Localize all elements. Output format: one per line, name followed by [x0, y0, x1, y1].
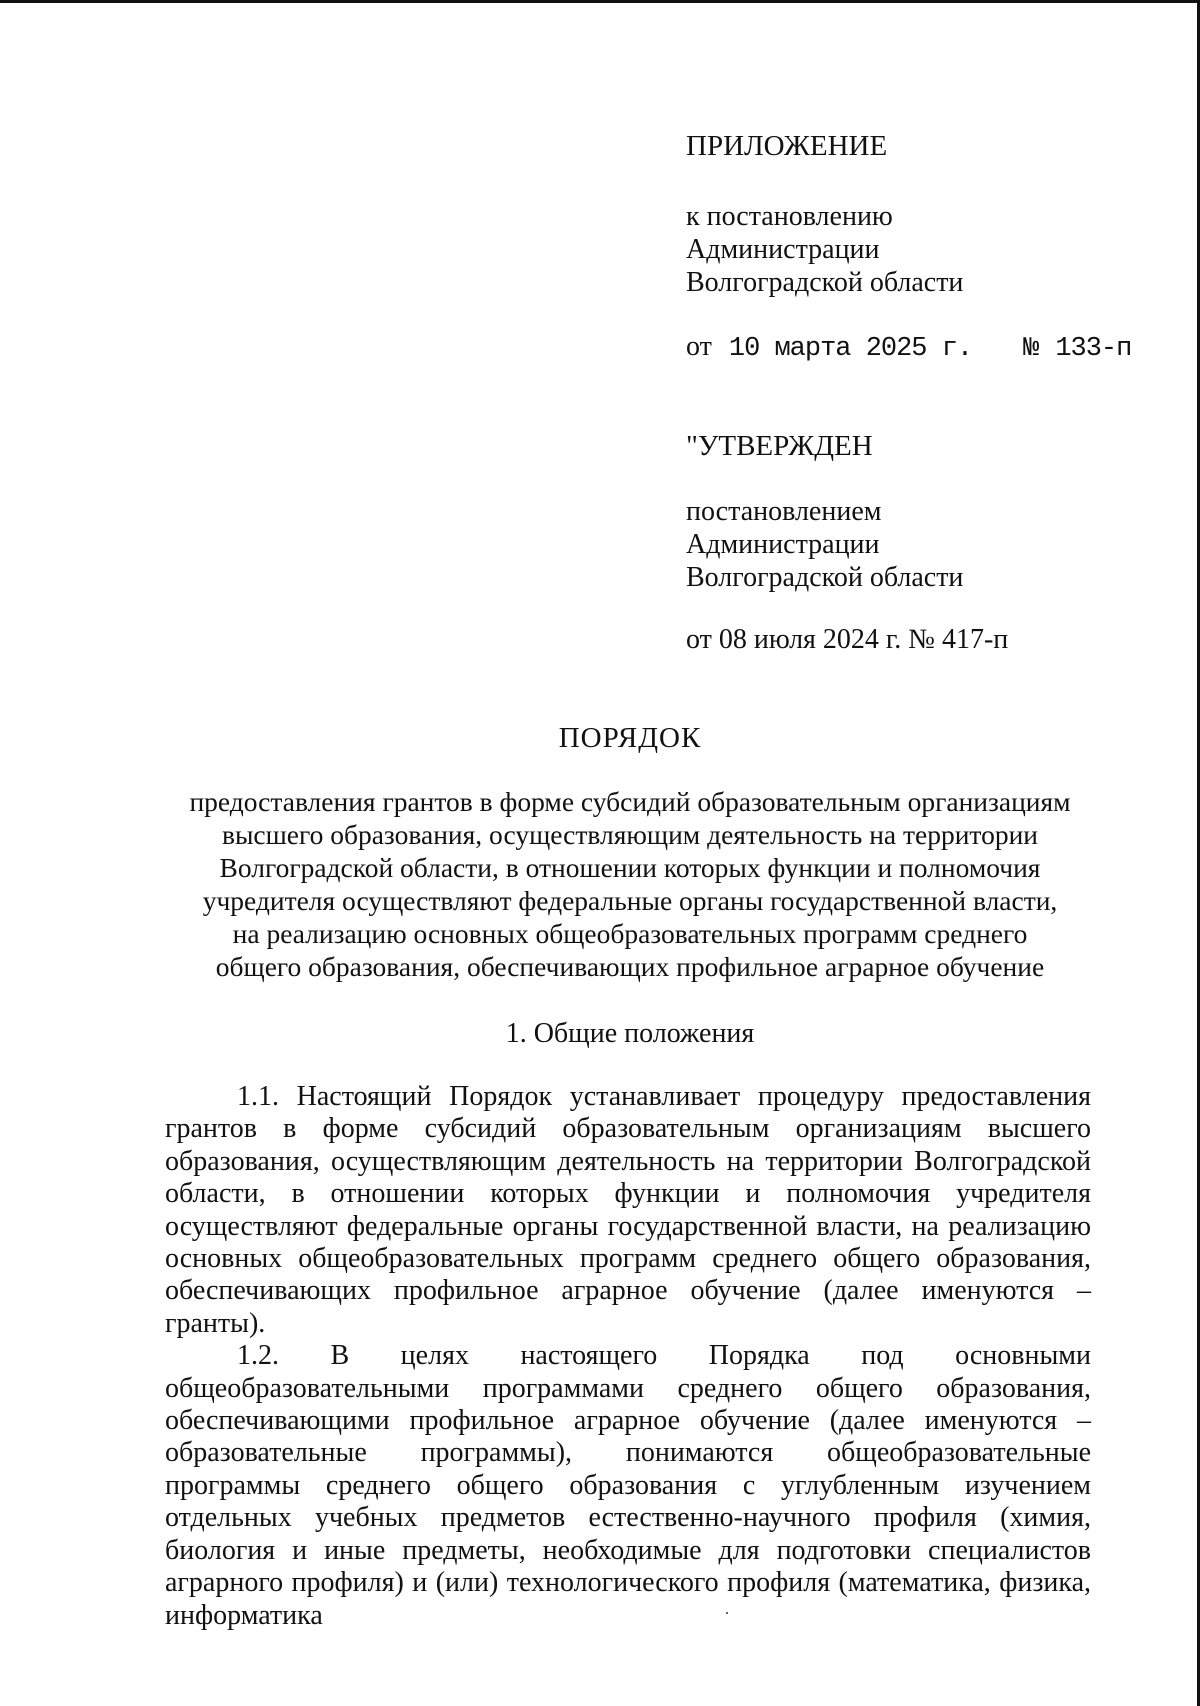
- approval-reference-line: постановлением: [686, 496, 882, 527]
- paragraph: 1.2. В целях настоящего Порядка под основными общеобразовательными программами среднего общего образования, обеспечивающими профильное аграрное обучение (далее именуются – образовательные программы), понимаются общеобразовательные программы среднего общего образования с углубленным изучением отдельных учебных предметов естественно-научного профиля (химия, биология и иные предметы, необходимые для подготовки специалистов аграрного профиля) и (или) технологического профиля (математика, физика, информатика: [165, 1340, 1091, 1631]
- scan-border-top: [0, 0, 1200, 3]
- date-prefix: от: [686, 331, 712, 362]
- appendix-reference-line: Администрации: [686, 234, 880, 265]
- approval-reference-line: Волгоградской области: [686, 562, 964, 593]
- document-body: [165, 1081, 1091, 1632]
- approval-reference-line: Администрации: [686, 529, 880, 560]
- subtitle-line: высшего образования, осуществляющим деятельность на территории: [221, 819, 1039, 850]
- subtitle-line: учредителя осуществляют федеральные органы государственной власти,: [202, 885, 1058, 916]
- document-title: ПОРЯДОК: [558, 722, 702, 754]
- approval-title: "УТВЕРЖДЕН: [686, 430, 873, 462]
- paragraph: 1.1. Настоящий Порядок устанавливает процедуру предоставления грантов в форме субсидий образовательным организациям высшего образования, осуществляющим деятельность на территории Волгоградской области, в отношении которых функции и полномочия учредителя осуществляют федеральные органы государственной власти, на реализацию основных общеобразовательных программ среднего общего образования, обеспечивающих профильное аграрное обучение (далее именуются – гранты).: [165, 1081, 1091, 1339]
- subtitle-line: общего образования, обеспечивающих профильное аграрное обучение: [215, 951, 1045, 982]
- appendix-reference: [686, 200, 963, 299]
- number-value: 133-п: [1055, 334, 1132, 364]
- document-subtitle: [165, 785, 1095, 983]
- approval-date-line: от 08 июля 2024 г. № 417-п: [686, 624, 1009, 655]
- subtitle-line: предоставления грантов в форме субсидий образовательным организациям: [189, 786, 1071, 817]
- section-heading: 1. Общие положения: [505, 1018, 755, 1049]
- number-sign: №: [1023, 334, 1039, 364]
- appendix-date-line: [686, 330, 1131, 366]
- approval-reference: [686, 495, 963, 594]
- scan-speck: [726, 1612, 728, 1614]
- appendix-reference-line: Волгоградской области: [686, 267, 964, 298]
- date-value: 10 марта 2025 г.: [728, 334, 973, 364]
- subtitle-line: Волгоградской области, в отношении которых функции и полномочия: [219, 852, 1041, 883]
- appendix-title: ПРИЛОЖЕНИЕ: [686, 130, 888, 162]
- subtitle-line: на реализацию основных общеобразовательных программ среднего: [232, 918, 1028, 949]
- appendix-reference-line: к постановлению: [686, 201, 893, 232]
